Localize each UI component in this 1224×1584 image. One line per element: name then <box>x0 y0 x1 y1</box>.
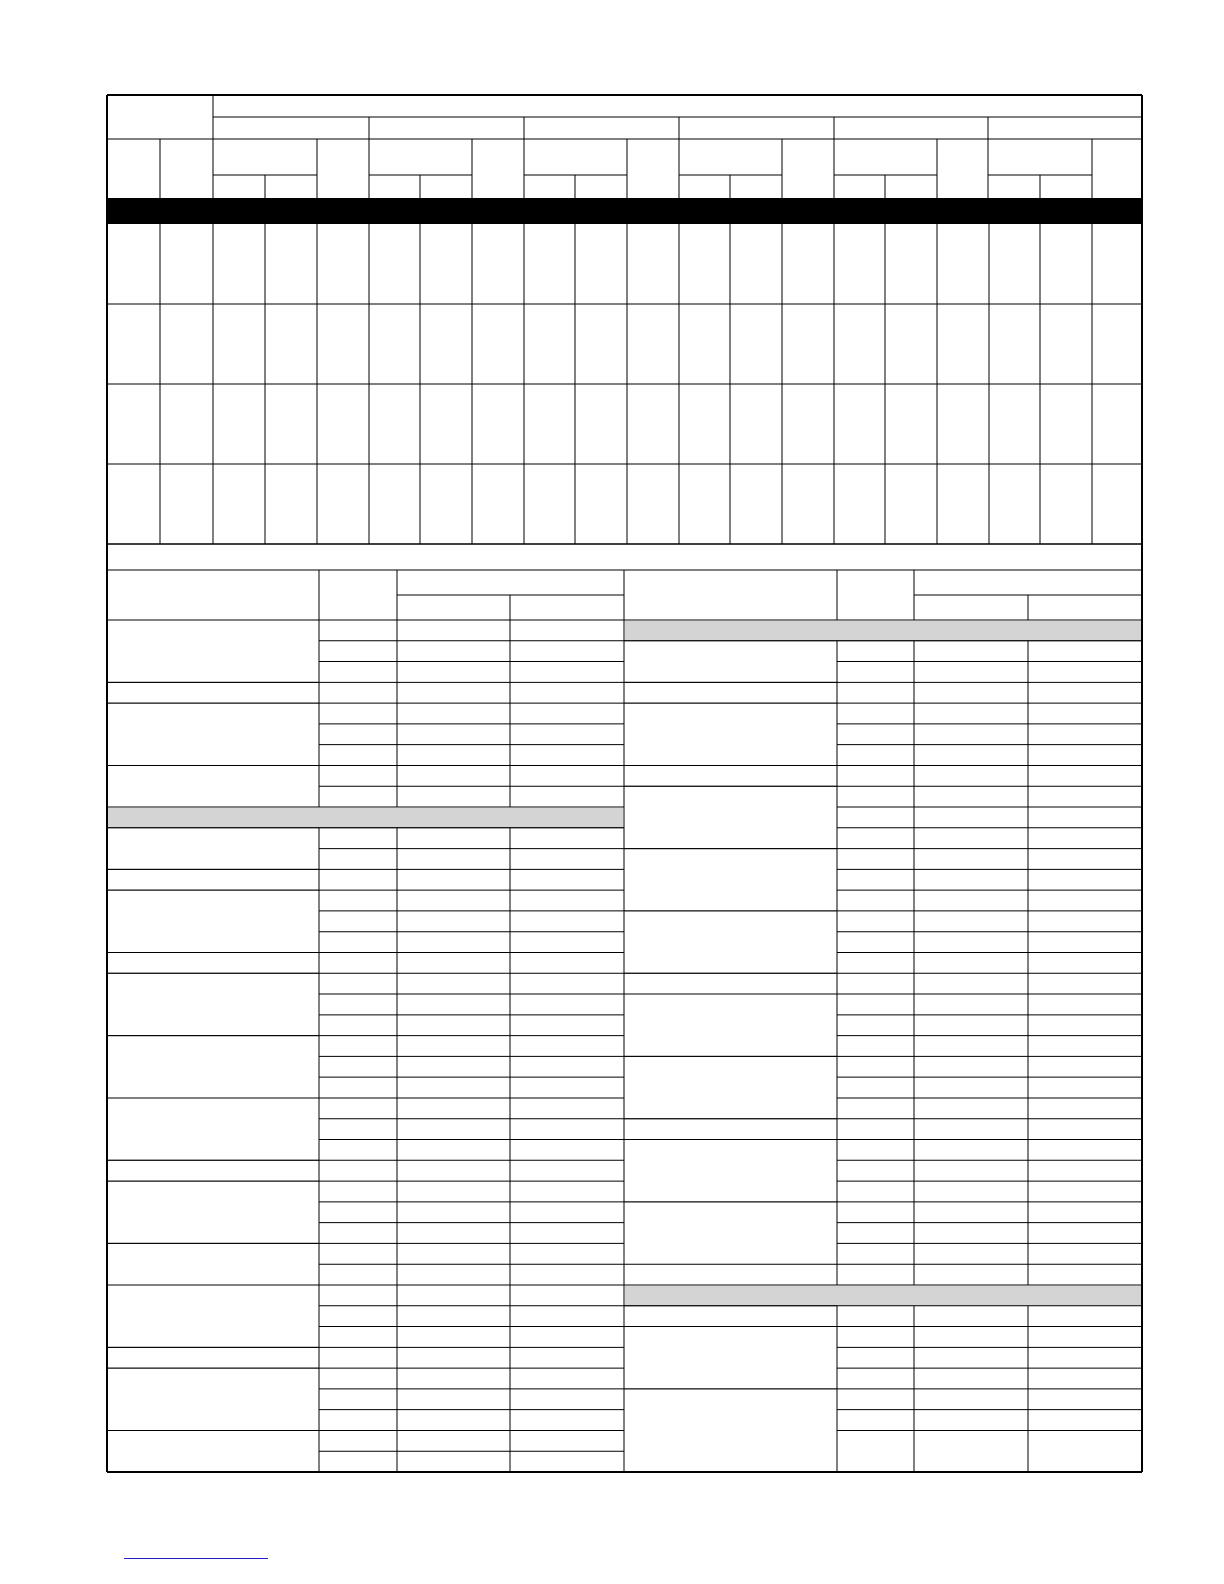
right-section-divider <box>625 621 1141 641</box>
left-section-divider <box>108 808 623 828</box>
footer-link-underline[interactable] <box>124 1558 268 1559</box>
right-section-divider <box>625 1286 1141 1306</box>
header-band <box>107 198 1142 224</box>
